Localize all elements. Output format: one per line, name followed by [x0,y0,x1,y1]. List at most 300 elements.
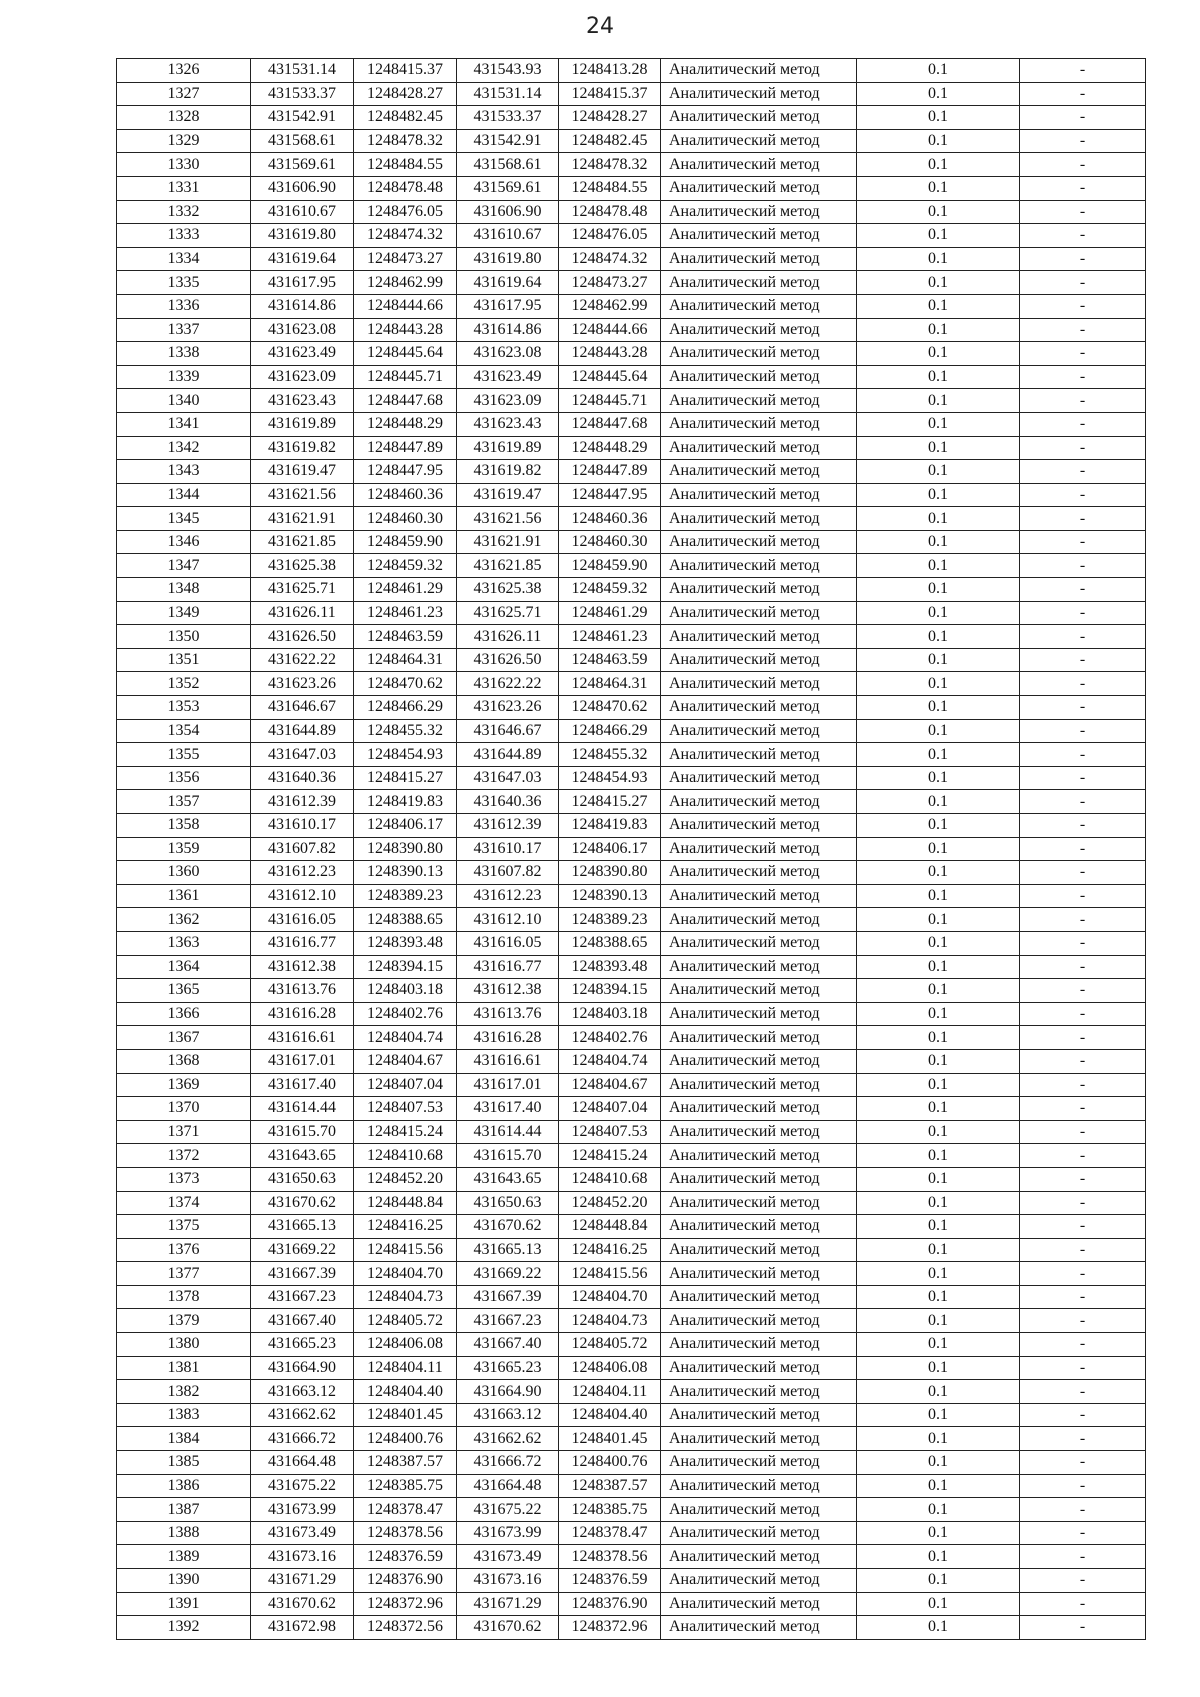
y-coordinate-cell: 1248462.99 [354,271,457,295]
y-coordinate-cell: 1248404.11 [354,1356,457,1380]
y-coordinate-cell: 1248394.15 [354,955,457,979]
point-number-cell: 1350 [117,625,251,649]
y-coordinate-cell: 1248478.48 [354,176,457,200]
note-cell: - [1020,601,1146,625]
table-row [117,365,1146,389]
x-coordinate-cell: 431669.22 [251,1238,354,1262]
accuracy-cell: 0.1 [857,955,1020,979]
note-cell: - [1020,59,1146,83]
point-number-cell: 1357 [117,790,251,814]
prev-x-coordinate-cell: 431621.85 [457,554,559,578]
note-cell: - [1020,436,1146,460]
prev-y-coordinate-cell: 1248484.55 [559,176,661,200]
method-cell: Аналитический метод [661,1309,857,1333]
point-number-cell: 1358 [117,814,251,838]
x-coordinate-cell: 431619.80 [251,224,354,248]
prev-y-coordinate-cell: 1248406.08 [559,1356,661,1380]
x-coordinate-cell: 431673.49 [251,1521,354,1545]
method-cell: Аналитический метод [661,601,857,625]
prev-x-coordinate-cell: 431610.67 [457,224,559,248]
table-row [117,790,1146,814]
prev-y-coordinate-cell: 1248443.28 [559,342,661,366]
prev-x-coordinate-cell: 431625.38 [457,578,559,602]
table-row [117,1545,1146,1569]
prev-x-coordinate-cell: 431670.62 [457,1616,559,1640]
point-number-cell: 1392 [117,1616,251,1640]
point-number-cell: 1364 [117,955,251,979]
prev-y-coordinate-cell: 1248401.45 [559,1427,661,1451]
note-cell: - [1020,530,1146,554]
prev-y-coordinate-cell: 1248415.37 [559,82,661,106]
method-cell: Аналитический метод [661,59,857,83]
table-row [117,1073,1146,1097]
prev-y-coordinate-cell: 1248478.32 [559,153,661,177]
x-coordinate-cell: 431647.03 [251,743,354,767]
table-row [117,436,1146,460]
point-number-cell: 1327 [117,82,251,106]
note-cell: - [1020,648,1146,672]
y-coordinate-cell: 1248407.04 [354,1073,457,1097]
prev-y-coordinate-cell: 1248404.67 [559,1073,661,1097]
method-cell: Аналитический метод [661,1356,857,1380]
prev-x-coordinate-cell: 431569.61 [457,176,559,200]
y-coordinate-cell: 1248478.32 [354,129,457,153]
prev-y-coordinate-cell: 1248452.20 [559,1191,661,1215]
y-coordinate-cell: 1248410.68 [354,1144,457,1168]
accuracy-cell: 0.1 [857,696,1020,720]
prev-x-coordinate-cell: 431533.37 [457,106,559,130]
x-coordinate-cell: 431671.29 [251,1569,354,1593]
x-coordinate-cell: 431542.91 [251,106,354,130]
table-row [117,1191,1146,1215]
prev-y-coordinate-cell: 1248394.15 [559,979,661,1003]
point-number-cell: 1335 [117,271,251,295]
note-cell: - [1020,1569,1146,1593]
note-cell: - [1020,106,1146,130]
table-row [117,1215,1146,1239]
method-cell: Аналитический метод [661,1167,857,1191]
method-cell: Аналитический метод [661,1451,857,1475]
x-coordinate-cell: 431672.98 [251,1616,354,1640]
accuracy-cell: 0.1 [857,743,1020,767]
prev-x-coordinate-cell: 431663.12 [457,1403,559,1427]
point-number-cell: 1380 [117,1333,251,1357]
y-coordinate-cell: 1248390.80 [354,837,457,861]
y-coordinate-cell: 1248447.68 [354,389,457,413]
note-cell: - [1020,790,1146,814]
accuracy-cell: 0.1 [857,1073,1020,1097]
accuracy-cell: 0.1 [857,59,1020,83]
prev-y-coordinate-cell: 1248378.56 [559,1545,661,1569]
note-cell: - [1020,412,1146,436]
method-cell: Аналитический метод [661,483,857,507]
prev-x-coordinate-cell: 431623.08 [457,342,559,366]
y-coordinate-cell: 1248372.96 [354,1592,457,1616]
accuracy-cell: 0.1 [857,1451,1020,1475]
method-cell: Аналитический метод [661,82,857,106]
point-number-cell: 1388 [117,1521,251,1545]
table-row [117,931,1146,955]
point-number-cell: 1372 [117,1144,251,1168]
prev-x-coordinate-cell: 431667.23 [457,1309,559,1333]
x-coordinate-cell: 431667.39 [251,1262,354,1286]
prev-y-coordinate-cell: 1248403.18 [559,1002,661,1026]
prev-y-coordinate-cell: 1248407.04 [559,1097,661,1121]
accuracy-cell: 0.1 [857,1474,1020,1498]
prev-x-coordinate-cell: 431614.44 [457,1120,559,1144]
method-cell: Аналитический метод [661,153,857,177]
note-cell: - [1020,908,1146,932]
prev-y-coordinate-cell: 1248407.53 [559,1120,661,1144]
method-cell: Аналитический метод [661,1592,857,1616]
accuracy-cell: 0.1 [857,837,1020,861]
method-cell: Аналитический метод [661,342,857,366]
point-number-cell: 1382 [117,1380,251,1404]
point-number-cell: 1332 [117,200,251,224]
table-row [117,1120,1146,1144]
note-cell: - [1020,554,1146,578]
x-coordinate-cell: 431670.62 [251,1592,354,1616]
prev-y-coordinate-cell: 1248404.40 [559,1403,661,1427]
table-row [117,460,1146,484]
point-number-cell: 1342 [117,436,251,460]
accuracy-cell: 0.1 [857,814,1020,838]
x-coordinate-cell: 431622.22 [251,648,354,672]
x-coordinate-cell: 431673.99 [251,1498,354,1522]
method-cell: Аналитический метод [661,625,857,649]
method-cell: Аналитический метод [661,1498,857,1522]
table-row [117,1262,1146,1286]
note-cell: - [1020,1285,1146,1309]
y-coordinate-cell: 1248404.67 [354,1049,457,1073]
y-coordinate-cell: 1248402.76 [354,1002,457,1026]
point-number-cell: 1353 [117,696,251,720]
prev-x-coordinate-cell: 431617.40 [457,1097,559,1121]
prev-x-coordinate-cell: 431610.17 [457,837,559,861]
table-row [117,743,1146,767]
prev-y-coordinate-cell: 1248476.05 [559,224,661,248]
x-coordinate-cell: 431664.48 [251,1451,354,1475]
prev-y-coordinate-cell: 1248447.89 [559,460,661,484]
y-coordinate-cell: 1248474.32 [354,224,457,248]
prev-y-coordinate-cell: 1248406.17 [559,837,661,861]
point-number-cell: 1326 [117,59,251,83]
prev-x-coordinate-cell: 431616.77 [457,955,559,979]
prev-y-coordinate-cell: 1248390.13 [559,884,661,908]
point-number-cell: 1366 [117,1002,251,1026]
prev-x-coordinate-cell: 431616.05 [457,931,559,955]
accuracy-cell: 0.1 [857,578,1020,602]
point-number-cell: 1371 [117,1120,251,1144]
table-row [117,1238,1146,1262]
point-number-cell: 1331 [117,176,251,200]
note-cell: - [1020,365,1146,389]
x-coordinate-cell: 431623.09 [251,365,354,389]
accuracy-cell: 0.1 [857,1592,1020,1616]
point-number-cell: 1341 [117,412,251,436]
accuracy-cell: 0.1 [857,1262,1020,1286]
prev-x-coordinate-cell: 431612.10 [457,908,559,932]
y-coordinate-cell: 1248378.56 [354,1521,457,1545]
point-number-cell: 1377 [117,1262,251,1286]
method-cell: Аналитический метод [661,908,857,932]
point-number-cell: 1370 [117,1097,251,1121]
table-row [117,837,1146,861]
x-coordinate-cell: 431613.76 [251,979,354,1003]
table-row [117,578,1146,602]
table-row [117,412,1146,436]
prev-x-coordinate-cell: 431617.95 [457,294,559,318]
prev-x-coordinate-cell: 431619.80 [457,247,559,271]
y-coordinate-cell: 1248460.30 [354,507,457,531]
prev-x-coordinate-cell: 431666.72 [457,1451,559,1475]
method-cell: Аналитический метод [661,719,857,743]
prev-y-coordinate-cell: 1248462.99 [559,294,661,318]
note-cell: - [1020,1002,1146,1026]
accuracy-cell: 0.1 [857,884,1020,908]
prev-x-coordinate-cell: 431671.29 [457,1592,559,1616]
point-number-cell: 1369 [117,1073,251,1097]
prev-x-coordinate-cell: 431644.89 [457,743,559,767]
point-number-cell: 1391 [117,1592,251,1616]
y-coordinate-cell: 1248407.53 [354,1097,457,1121]
x-coordinate-cell: 431673.16 [251,1545,354,1569]
page-number: 24 [586,14,614,39]
note-cell: - [1020,1262,1146,1286]
prev-y-coordinate-cell: 1248413.28 [559,59,661,83]
y-coordinate-cell: 1248404.74 [354,1026,457,1050]
accuracy-cell: 0.1 [857,224,1020,248]
x-coordinate-cell: 431667.23 [251,1285,354,1309]
x-coordinate-cell: 431646.67 [251,696,354,720]
method-cell: Аналитический метод [661,412,857,436]
note-cell: - [1020,1333,1146,1357]
table-row [117,1380,1146,1404]
prev-y-coordinate-cell: 1248393.48 [559,955,661,979]
table-row [117,719,1146,743]
prev-x-coordinate-cell: 431614.86 [457,318,559,342]
table-row [117,979,1146,1003]
point-number-cell: 1330 [117,153,251,177]
x-coordinate-cell: 431569.61 [251,153,354,177]
method-cell: Аналитический метод [661,1073,857,1097]
prev-x-coordinate-cell: 431673.99 [457,1521,559,1545]
note-cell: - [1020,1545,1146,1569]
y-coordinate-cell: 1248484.55 [354,153,457,177]
note-cell: - [1020,389,1146,413]
prev-x-coordinate-cell: 431613.76 [457,1002,559,1026]
x-coordinate-cell: 431666.72 [251,1427,354,1451]
prev-y-coordinate-cell: 1248466.29 [559,719,661,743]
prev-y-coordinate-cell: 1248372.96 [559,1616,661,1640]
prev-y-coordinate-cell: 1248389.23 [559,908,661,932]
x-coordinate-cell: 431619.89 [251,412,354,436]
note-cell: - [1020,884,1146,908]
prev-x-coordinate-cell: 431626.11 [457,625,559,649]
x-coordinate-cell: 431617.95 [251,271,354,295]
table-row [117,200,1146,224]
point-number-cell: 1373 [117,1167,251,1191]
y-coordinate-cell: 1248387.57 [354,1451,457,1475]
y-coordinate-cell: 1248476.05 [354,200,457,224]
x-coordinate-cell: 431612.10 [251,884,354,908]
note-cell: - [1020,766,1146,790]
prev-x-coordinate-cell: 431612.39 [457,814,559,838]
prev-y-coordinate-cell: 1248390.80 [559,861,661,885]
y-coordinate-cell: 1248445.71 [354,365,457,389]
prev-x-coordinate-cell: 431667.40 [457,1333,559,1357]
y-coordinate-cell: 1248390.13 [354,861,457,885]
point-number-cell: 1344 [117,483,251,507]
table-row [117,342,1146,366]
prev-y-coordinate-cell: 1248473.27 [559,271,661,295]
point-number-cell: 1343 [117,460,251,484]
method-cell: Аналитический метод [661,1144,857,1168]
point-number-cell: 1340 [117,389,251,413]
method-cell: Аналитический метод [661,884,857,908]
accuracy-cell: 0.1 [857,648,1020,672]
prev-y-coordinate-cell: 1248478.48 [559,200,661,224]
y-coordinate-cell: 1248389.23 [354,884,457,908]
x-coordinate-cell: 431616.61 [251,1026,354,1050]
table-row [117,483,1146,507]
note-cell: - [1020,1073,1146,1097]
prev-y-coordinate-cell: 1248404.74 [559,1049,661,1073]
prev-x-coordinate-cell: 431612.38 [457,979,559,1003]
point-number-cell: 1363 [117,931,251,955]
prev-x-coordinate-cell: 431625.71 [457,601,559,625]
prev-y-coordinate-cell: 1248447.68 [559,412,661,436]
method-cell: Аналитический метод [661,365,857,389]
note-cell: - [1020,1120,1146,1144]
table-row [117,955,1146,979]
accuracy-cell: 0.1 [857,1427,1020,1451]
note-cell: - [1020,176,1146,200]
x-coordinate-cell: 431643.65 [251,1144,354,1168]
y-coordinate-cell: 1248461.23 [354,601,457,625]
x-coordinate-cell: 431615.70 [251,1120,354,1144]
prev-y-coordinate-cell: 1248474.32 [559,247,661,271]
point-number-cell: 1328 [117,106,251,130]
y-coordinate-cell: 1248473.27 [354,247,457,271]
point-number-cell: 1365 [117,979,251,1003]
point-number-cell: 1337 [117,318,251,342]
method-cell: Аналитический метод [661,743,857,767]
table-row [117,1451,1146,1475]
y-coordinate-cell: 1248443.28 [354,318,457,342]
point-number-cell: 1375 [117,1215,251,1239]
table-row [117,271,1146,295]
method-cell: Аналитический метод [661,861,857,885]
prev-x-coordinate-cell: 431606.90 [457,200,559,224]
note-cell: - [1020,672,1146,696]
method-cell: Аналитический метод [661,1215,857,1239]
point-number-cell: 1339 [117,365,251,389]
y-coordinate-cell: 1248378.47 [354,1498,457,1522]
method-cell: Аналитический метод [661,1120,857,1144]
prev-y-coordinate-cell: 1248428.27 [559,106,661,130]
table-row [117,1569,1146,1593]
method-cell: Аналитический метод [661,766,857,790]
note-cell: - [1020,294,1146,318]
prev-x-coordinate-cell: 431665.23 [457,1356,559,1380]
accuracy-cell: 0.1 [857,153,1020,177]
y-coordinate-cell: 1248464.31 [354,648,457,672]
method-cell: Аналитический метод [661,1238,857,1262]
prev-x-coordinate-cell: 431670.62 [457,1215,559,1239]
x-coordinate-cell: 431612.23 [251,861,354,885]
prev-y-coordinate-cell: 1248464.31 [559,672,661,696]
note-cell: - [1020,1498,1146,1522]
method-cell: Аналитический метод [661,1545,857,1569]
accuracy-cell: 0.1 [857,318,1020,342]
y-coordinate-cell: 1248459.90 [354,530,457,554]
method-cell: Аналитический метод [661,1427,857,1451]
point-number-cell: 1329 [117,129,251,153]
accuracy-cell: 0.1 [857,1333,1020,1357]
point-number-cell: 1368 [117,1049,251,1073]
x-coordinate-cell: 431607.82 [251,837,354,861]
prev-x-coordinate-cell: 431612.23 [457,884,559,908]
prev-y-coordinate-cell: 1248404.11 [559,1380,661,1404]
x-coordinate-cell: 431621.91 [251,507,354,531]
point-number-cell: 1383 [117,1403,251,1427]
accuracy-cell: 0.1 [857,460,1020,484]
x-coordinate-cell: 431610.67 [251,200,354,224]
y-coordinate-cell: 1248459.32 [354,554,457,578]
prev-x-coordinate-cell: 431669.22 [457,1262,559,1286]
prev-y-coordinate-cell: 1248410.68 [559,1167,661,1191]
accuracy-cell: 0.1 [857,436,1020,460]
prev-y-coordinate-cell: 1248461.23 [559,625,661,649]
point-number-cell: 1354 [117,719,251,743]
accuracy-cell: 0.1 [857,1097,1020,1121]
coordinates-table-body [117,59,1146,1640]
x-coordinate-cell: 431623.43 [251,389,354,413]
prev-x-coordinate-cell: 431543.93 [457,59,559,83]
x-coordinate-cell: 431626.11 [251,601,354,625]
table-row [117,1356,1146,1380]
point-number-cell: 1359 [117,837,251,861]
x-coordinate-cell: 431568.61 [251,129,354,153]
table-row [117,318,1146,342]
y-coordinate-cell: 1248372.56 [354,1616,457,1640]
x-coordinate-cell: 431619.82 [251,436,354,460]
prev-y-coordinate-cell: 1248459.32 [559,578,661,602]
method-cell: Аналитический метод [661,1097,857,1121]
note-cell: - [1020,1191,1146,1215]
prev-x-coordinate-cell: 431621.56 [457,507,559,531]
prev-y-coordinate-cell: 1248419.83 [559,814,661,838]
prev-y-coordinate-cell: 1248460.30 [559,530,661,554]
x-coordinate-cell: 431626.50 [251,625,354,649]
point-number-cell: 1355 [117,743,251,767]
y-coordinate-cell: 1248376.59 [354,1545,457,1569]
y-coordinate-cell: 1248415.56 [354,1238,457,1262]
note-cell: - [1020,82,1146,106]
prev-y-coordinate-cell: 1248461.29 [559,601,661,625]
prev-x-coordinate-cell: 431607.82 [457,861,559,885]
prev-x-coordinate-cell: 431673.49 [457,1545,559,1569]
prev-x-coordinate-cell: 431673.16 [457,1569,559,1593]
prev-x-coordinate-cell: 431662.62 [457,1427,559,1451]
table-row [117,1616,1146,1640]
point-number-cell: 1345 [117,507,251,531]
accuracy-cell: 0.1 [857,1167,1020,1191]
accuracy-cell: 0.1 [857,389,1020,413]
prev-y-coordinate-cell: 1248470.62 [559,696,661,720]
method-cell: Аналитический метод [661,696,857,720]
